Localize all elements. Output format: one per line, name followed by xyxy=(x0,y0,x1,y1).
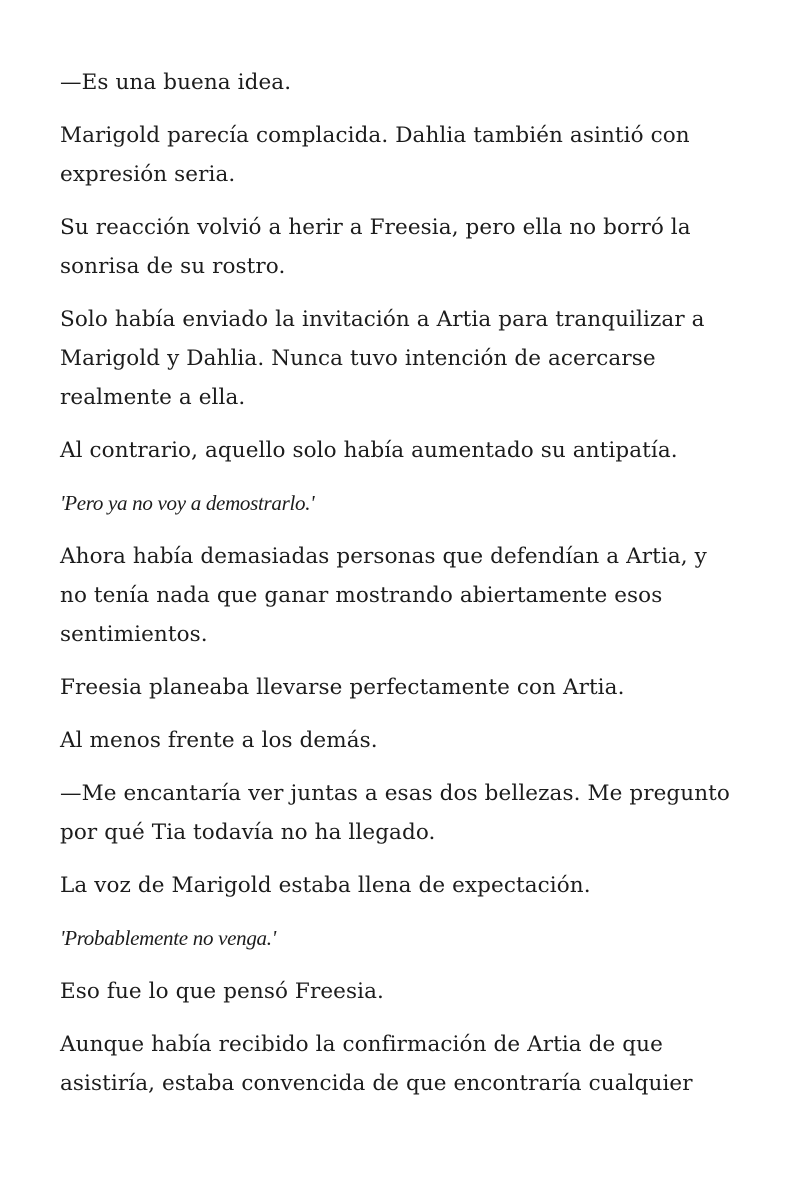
text-line: sentimientos. xyxy=(60,622,208,647)
text-line: Al contrario, aquello solo había aumentado su antipatía. xyxy=(60,438,678,463)
paragraph xyxy=(60,721,760,760)
text-line: Solo había enviado la invitación a Artia para tranquilizar a xyxy=(60,307,705,332)
paragraph xyxy=(60,668,760,707)
paragraph xyxy=(60,63,760,102)
text-line: por qué Tia todavía no ha llegado. xyxy=(60,820,436,845)
text-line: realmente a ella. xyxy=(60,385,246,410)
inner-thought xyxy=(60,484,760,523)
text-line: Ahora había demasiadas personas que defendían a Artia, y xyxy=(60,544,707,569)
text-line: Marigold y Dahlia. Nunca tuvo intención de acercarse xyxy=(60,346,656,371)
paragraph xyxy=(60,116,760,194)
text-line: Eso fue lo que pensó Freesia. xyxy=(60,979,384,1004)
text-line: La voz de Marigold estaba llena de expectación. xyxy=(60,873,591,898)
text-line: Al menos frente a los demás. xyxy=(60,728,378,753)
text-line: —Me encantaría ver juntas a esas dos bellezas. Me pregunto xyxy=(60,781,730,806)
paragraph xyxy=(60,208,760,286)
text-line: Su reacción volvió a herir a Freesia, pero ella no borró la xyxy=(60,215,691,240)
text-line: Marigold parecía complacida. Dahlia también asintió con xyxy=(60,123,690,148)
text-line: sonrisa de su rostro. xyxy=(60,254,286,279)
text-line: expresión seria. xyxy=(60,162,236,187)
paragraph xyxy=(60,537,760,654)
paragraph xyxy=(60,774,760,852)
paragraph xyxy=(60,866,760,905)
inner-thought xyxy=(60,919,760,958)
text-line: Aunque había recibido la confirmación de Artia de que xyxy=(60,1032,663,1057)
text-line: Freesia planeaba llevarse perfectamente con Artia. xyxy=(60,675,625,700)
paragraph xyxy=(60,300,760,417)
text-line: —Es una buena idea. xyxy=(60,70,292,95)
text-line: asistiría, estaba convencida de que encontraría cualquier xyxy=(60,1071,693,1096)
thought-line: 'Probablemente no venga.' xyxy=(60,926,276,950)
paragraph xyxy=(60,1025,760,1103)
paragraph xyxy=(60,972,760,1011)
thought-line: 'Pero ya no voy a demostrarlo.' xyxy=(60,491,315,515)
paragraph xyxy=(60,431,760,470)
text-line: no tenía nada que ganar mostrando abiertamente esos xyxy=(60,583,663,608)
